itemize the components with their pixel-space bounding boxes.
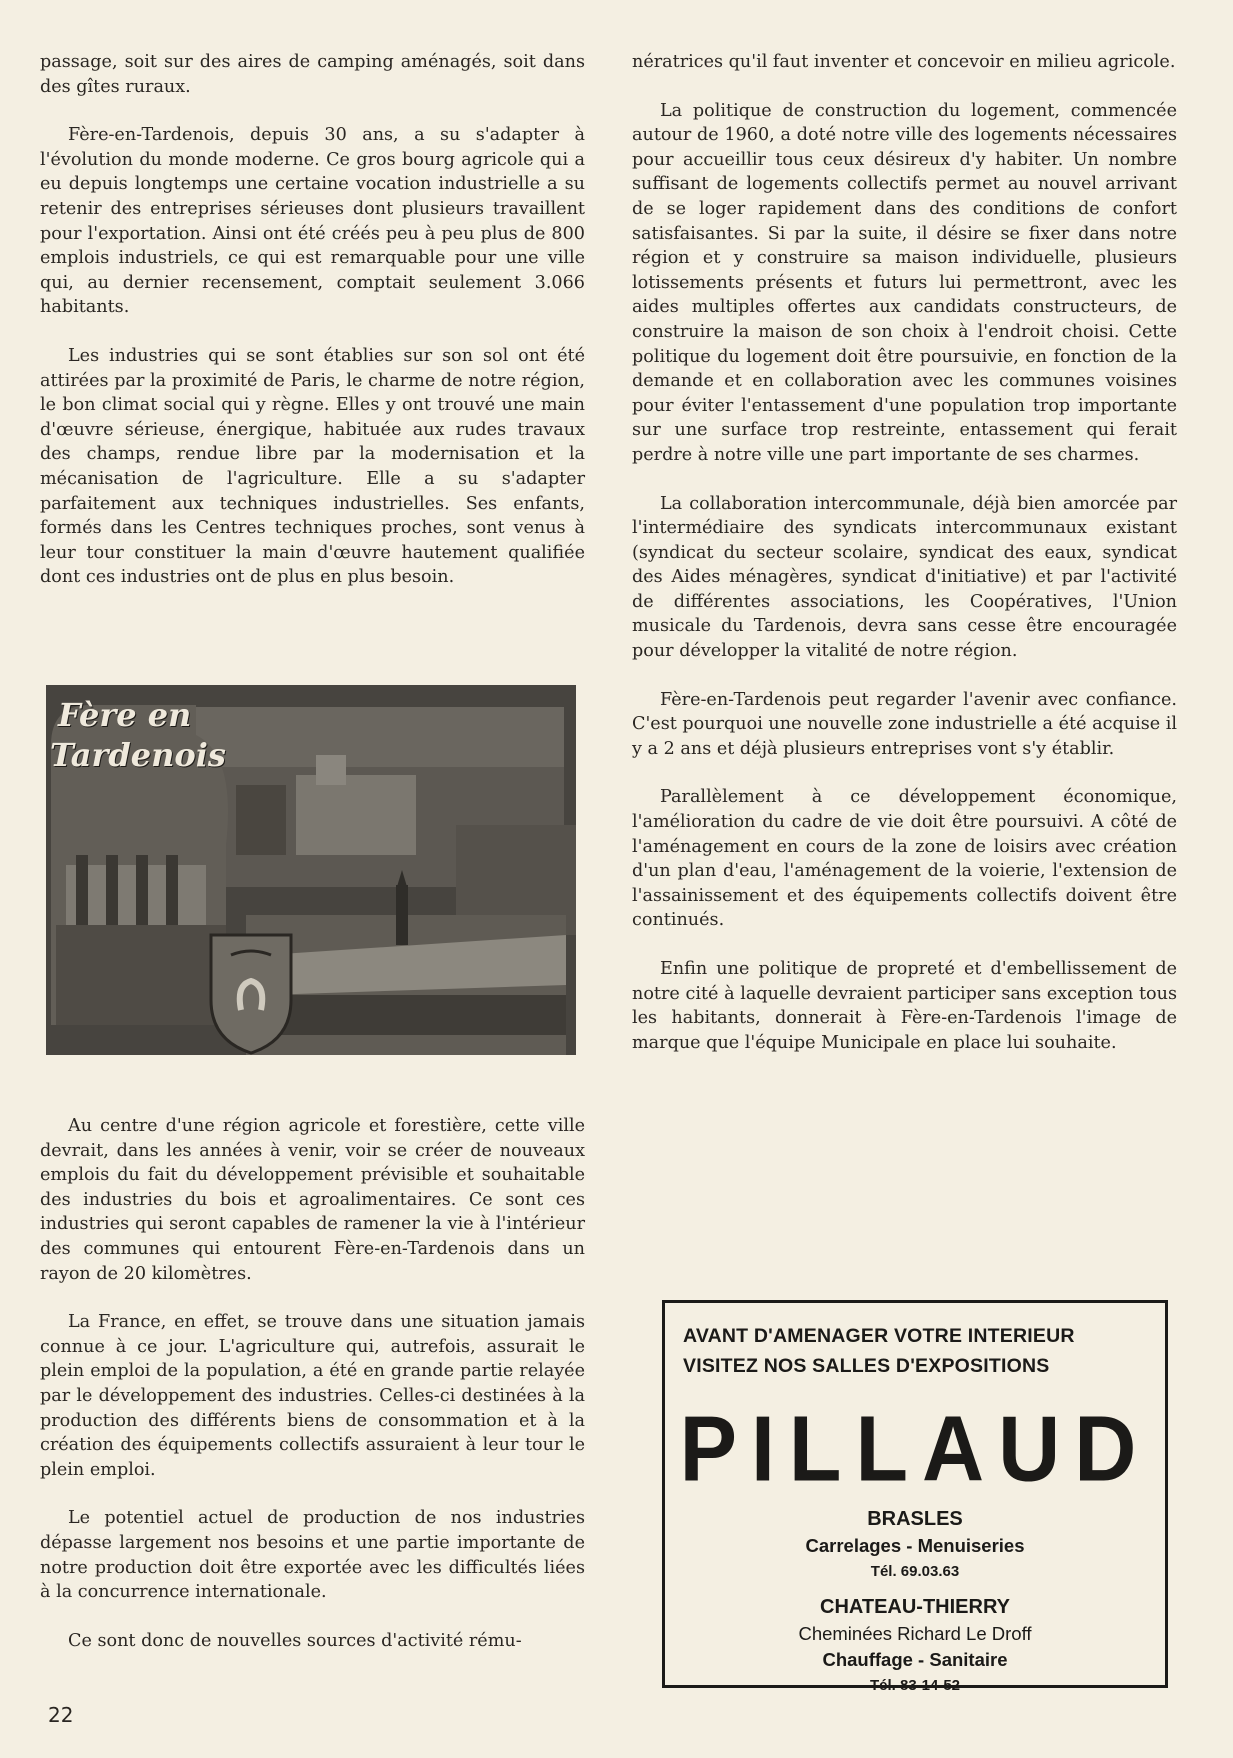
ad-contact-info [665, 1505, 1165, 1699]
paragraph: Ce sont donc de nouvelles sources d'activité rému- [68, 1630, 522, 1651]
ad-phone-brasles: Tél. 69.03.63 [870, 1563, 960, 1580]
photo-title: Fère en Tardenois [50, 696, 226, 774]
paragraph: La politique de construction du logement, commencée autour de 1960, a doté notre ville des logements nécessaires pour accueillir tous ceux désireux d'y habiter. Un nombre suffisant de logements collectifs permet au nouvel arrivant de se loger rapidement dans des conditions de confort satisfaisantes. Si par la suite, il désire se fixer dans notre région et y construire sa maison individuelle, plusieurs lotissements présents et futurs lui permettront, avec les aides multiples offertes aux candidats constructeurs, de construire la maison de son choix à l'endroit choisi. Cette politique du logement doit être poursuivie, en fonction de la demande et en collaboration avec les communes voisines pour éviter l'entassement d'une population trop importante sur une surface trop restreinte, entassement qui ferait perdre à notre ville une part importante de ses charmes. [632, 100, 1177, 465]
ad-services-chateau-thierry: Chauffage - Sanitaire [822, 1649, 1008, 1670]
paragraph: Enfin une politique de propreté et d'embellissement de notre cité à laquelle devraient participer sans exception tous les habitants, donnerait à Fère-en-Tardenois l'image de marque que l'équipe Municipale en place lui souhaite. [632, 959, 1177, 1053]
paragraph: Fère-en-Tardenois, depuis 30 ans, a su s'adapter à l'évolution du monde moderne. Ce gros bourg agricole qui a eu depuis longtemps une certaine vocation industrielle a su retenir des entreprises sérieuses dont plusieurs travaillent pour l'exportation. Ainsi ont été créés peu à peu plus de 800 emplois industriels, ce qui est remarquable pour une ville qui, au dernier recensement, comptait seulement 3.066 habitants. [40, 125, 585, 318]
ad-headline: AVANT D'AMENAGER VOTRE INTERIEUR VISITEZ NOS SALLES D'EXPOSITIONS [683, 1325, 1075, 1377]
ad-brand-name: PILLAUD [679, 1397, 1151, 1501]
ad-services-brasles: Carrelages - Menuiseries [805, 1535, 1025, 1556]
ad-city-chateau-thierry: CHATEAU-THIERRY [820, 1596, 1010, 1618]
town-photo-collage [46, 685, 576, 1055]
paragraph: Au centre d'une région agricole et forestière, cette ville devrait, dans les années à venir, voir se créer de nouveaux emplois du fait du développement prévisible et souhaitable des industries du bois et agroalimentaires. Ce sont ces industries qui seront capables de ramener la vie à l'intérieur des communes qui entourent Fère-en-Tardenois dans un rayon de 20 kilomètres. [40, 1116, 585, 1284]
pillaud-advertisement [662, 1300, 1168, 1694]
paragraph: La France, en effet, se trouve dans une situation jamais connue à ce jour. L'agriculture qui, autrefois, assurait le plein emploi de la population, a été en grande partie relayée par le développement des industries. Celles-ci destinées à la production des différents biens de consommation et à la création des équipements collectifs assuraient à leur tour le plein emploi. [40, 1312, 585, 1480]
ad-phone-chateau-thierry: Tél. 83-14-52 [869, 1677, 961, 1694]
paragraph: Le potentiel actuel de production de nos industries dépasse largement nos besoins et une partie importante de notre production doit être exportée avec les difficultés liées à la concurrence internationale. [40, 1508, 585, 1603]
left-column-top [40, 50, 585, 614]
paragraph: Parallèlement à ce développement économique, l'amélioration du cadre de vie doit être poursuivi. A côté de l'aménagement en cours de la zone de loisirs avec création d'un plan d'eau, l'aménagement de la voierie, l'extension de l'assainissement et des équipements collectifs doivent être continués. [632, 787, 1177, 931]
paragraph: Fère-en-Tardenois peut regarder l'avenir avec confiance. C'est pourquoi une nouvelle zone industrielle a été acquise il y a 2 ans et déjà plusieurs entreprises vont s'y établir. [632, 689, 1177, 759]
left-column-bottom [40, 1114, 585, 1653]
right-column [632, 50, 1177, 1055]
paragraph: Les industries qui se sont établies sur son sol ont été attirées par la proximité de Paris, le charme de notre région, le bon climat social qui y règne. Elles y ont trouvé une main d'œuvre sérieuse, énergique, habituée aux rudes travaux des champs, rendue libre par la modernisation et la mécanisation de l'agriculture. Elle a su s'adapter parfaitement aux techniques industrielles. Ses enfants, formés dans les Centres techniques proches, sont venus à leur tour constituer la main d'œuvre hautement qualifiée dont ces industries ont de plus en plus besoin. [40, 345, 585, 588]
ad-city-brasles: BRASLES [867, 1508, 963, 1530]
paragraph: nératrices qu'il faut inventer et concevoir en milieu agricole. [632, 52, 1176, 72]
paragraph: passage, soit sur des aires de camping aménagés, soit dans des gîtes ruraux. [40, 52, 585, 97]
ad-line-chateau-thierry: Cheminées Richard Le Droff [798, 1623, 1032, 1644]
paragraph: La collaboration intercommunale, déjà bien amorcée par l'intermédiaire des syndicats intercommunaux existant (syndicat du secteur scolaire, syndicat des eaux, syndicat des Aides ménagères, syndicat d'initiative) et par l'activité de différentes associations, les Coopératives, l'Union musicale du Tardenois, devra sans cesse être encouragée pour développer la vitalité de notre région. [632, 493, 1177, 662]
page-number: 22 [48, 1703, 74, 1727]
